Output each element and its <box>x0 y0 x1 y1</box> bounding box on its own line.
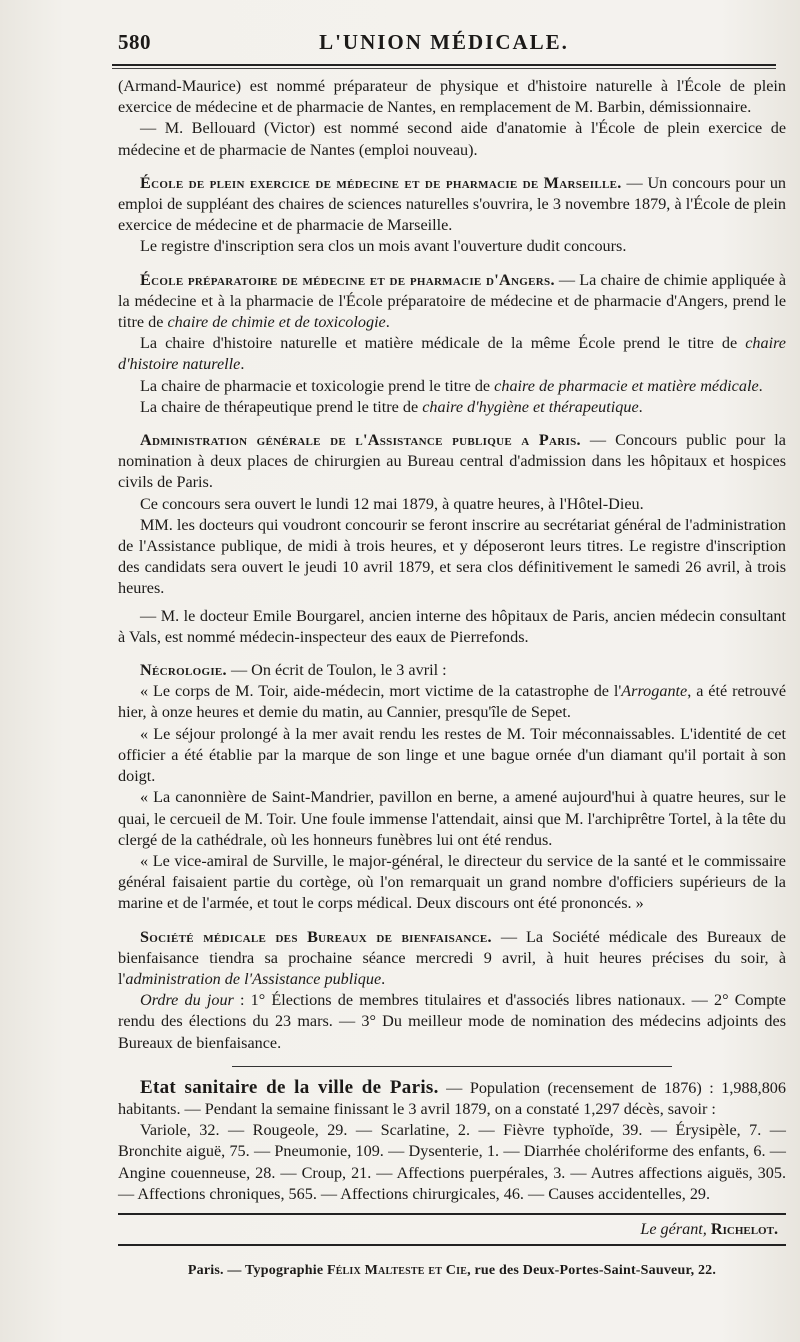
article-body <box>118 76 786 1281</box>
paragraph-therapeutique: La chaire de thérapeutique prend le titre de chaire d'hygiène et thérapeutique. <box>140 397 643 416</box>
section-heading-etat-sanitaire: Etat sanitaire de la ville de Paris. <box>140 1076 439 1098</box>
header-rule-thin <box>112 68 776 69</box>
paragraph-inscription: MM. les docteurs qui voudront concourir se feront inscrire au secrétariat général de l'administration de l'Assistance publique, de midi à trois heures, et y déposeront leurs titres. Le registre d'inscription des candidats sera ouvert le jeudi 10 avril 1879, et sera clos définitivement le samedi 26 avril, à trois heures. <box>118 515 786 598</box>
end-rule <box>118 1213 786 1215</box>
page-header <box>118 28 770 62</box>
paragraph-pharmacie: La chaire de pharmacie et toxicologie prend le titre de chaire de pharmacie et matière médicale. <box>140 376 763 395</box>
paragraph-deces-detail: Variole, 32. — Rougeole, 29. — Scarlatine, 2. — Fièvre typhoïde, 39. — Érysipèle, 7. — Bronchite aiguë, 75. — Pneumonie, 109. — Dysenterie, 1. — Diarrhée cholériforme des enfants, 6. — Angine couenneuse, 28. — Croup, 21. — Affections puerpérales, 3. — Autres affections aiguës, 305. — Affections chroniques, 565. — Affections chirurgicales, 46. — Causes accidentelles, 29. <box>118 1121 786 1203</box>
section-heading-assistance: Administration générale de l'Assistance publique a Paris. <box>140 431 581 450</box>
paragraph-necrologie: Nécrologie. — On écrit de Toulon, le 3 avril : <box>140 661 447 680</box>
section-divider <box>232 1066 672 1067</box>
printer-name: Félix Malteste et Cie <box>326 1263 468 1279</box>
section-heading-angers: École préparatoire de médecine et de pharmacie d'Angers. <box>140 270 555 289</box>
paragraph-bellouard: — M. Bellouard (Victor) est nommé second aide d'anatomie à l'École de plein exercice de médecine et de pharmacie de Nantes (emploi nouveau). <box>118 119 786 159</box>
paragraph-etat-sanitaire: Etat sanitaire de la ville de Paris. — Population (recensement de 1876) : 1,988,806 habitants. — Pendant la semaine finissant le 3 avril 1879, on a constaté 1,297 décès, savoir : <box>118 1076 786 1118</box>
paragraph-toir-identite: « Le séjour prolongé à la mer avait rendu les restes de M. Toir méconnaissables. L'identité de cet officier a été établie par la marque de son linge et une bague ornée d'un diamant qu'il portait à son doigt. <box>118 724 786 786</box>
paragraph-assistance-publique: Administration générale de l'Assistance publique a Paris. — Concours public pour la nomination à deux places de chirurgien au Bureau central d'admission dans les hôpitaux et hospices civils de Paris. <box>118 431 786 492</box>
journal-title: L'UNION MÉDICALE. <box>319 30 569 54</box>
paragraph-societe-medicale: Société médicale des Bureaux de bienfaisance. — La Société médicale des Bureaux de bienfaisance tiendra sa prochaine séance mercredi 9 avril, à huit heures précises du soir, à l'administration de l'Assistance publique. <box>118 927 786 988</box>
section-heading-marseille: École de plein exercice de médecine et de pharmacie de Marseille. <box>140 173 622 192</box>
paragraph-nantes-preparateur: (Armand-Maurice) est nommé préparateur de physique et d'histoire naturelle à l'École de plein exercice de médecine et de pharmacie de Nantes, en remplacement de M. Barbin, démissionnaire. <box>118 77 786 117</box>
paragraph-histoire-naturelle: La chaire d'histoire naturelle et matière médicale de la même École prend le titre de chaire d'histoire naturelle. <box>118 334 786 374</box>
paragraph-toir-corps: « Le corps de M. Toir, aide-médecin, mort victime de la catastrophe de l'Arrogante, a été retrouvé hier, à onze heures et demie du matin, au Cannier, presqu'île de Sepet. <box>118 682 786 722</box>
gerant-name: Richelot. <box>710 1219 778 1238</box>
signature-gerant: Le gérant, Richelot. <box>640 1219 778 1238</box>
imprint-footer: Paris. — Typographie Félix Malteste et Cie, rue des Deux-Portes-Saint-Sauveur, 22. <box>187 1263 717 1279</box>
paragraph-registre: Le registre d'inscription sera clos un mois avant l'ouverture dudit concours. <box>140 237 627 256</box>
paragraph-concours-date: Ce concours sera ouvert le lundi 12 mai 1879, à quatre heures, à l'Hôtel-Dieu. <box>140 494 644 513</box>
paragraph-bourgarel: — M. le docteur Emile Bourgarel, ancien interne des hôpitaux de Paris, ancien médecin consultant à Vals, est nommé médecin-inspecteur des eaux de Pierrefonds. <box>118 606 786 646</box>
paragraph-ordre-du-jour: Ordre du jour : 1° Élections de membres titulaires et d'associés libres nationaux. — 2° Compte rendu des élections du 23 mars. — 3° Du meilleur mode de nomination des médecins adjoints des Bureaux de bienfaisance. <box>118 991 786 1052</box>
page-number: 580 <box>118 30 151 54</box>
paragraph-canonniere: « La canonnière de Saint-Mandrier, pavillon en berne, a amené aujourd'hui à quatre heures, sur le quai, le cercueil de M. Toir. Une foule immense l'attendait, ainsi que M. l'archiprêtre Tortel, à la tête du clergé de la cathédrale, où les honneurs funèbres lui ont été rendus. <box>118 788 786 849</box>
end-rule-bottom <box>118 1244 786 1246</box>
section-heading-societe: Société médicale des Bureaux de bienfaisance. <box>140 927 492 946</box>
paragraph-cortege: « Le vice-amiral de Surville, le major-général, le directeur du service de la santé et le commissaire général faisaient partie du cortège, où l'on remarquait un grand nombre d'officiers supérieurs de la marine et de l'armée, et tout le corps médical. Deux discours ont été prononcés. » <box>118 851 786 913</box>
paragraph-angers: École préparatoire de médecine et de pharmacie d'Angers. — La chaire de chimie appliquée à la médecine et à la pharmacie de l'École préparatoire de médecine et de pharmacie d'Angers, prend le titre de chaire de chimie et de toxicologie. <box>118 270 787 332</box>
header-rule <box>112 64 776 66</box>
paragraph-marseille: École de plein exercice de médecine et de pharmacie de Marseille. — Un concours pour un emploi de suppléant des chaires de sciences naturelles s'ouvrira, le 3 novembre 1879, à l'École de plein exercice de médecine et de pharmacie de Marseille. <box>118 173 787 235</box>
section-heading-necrologie: Nécrologie. <box>140 661 227 680</box>
